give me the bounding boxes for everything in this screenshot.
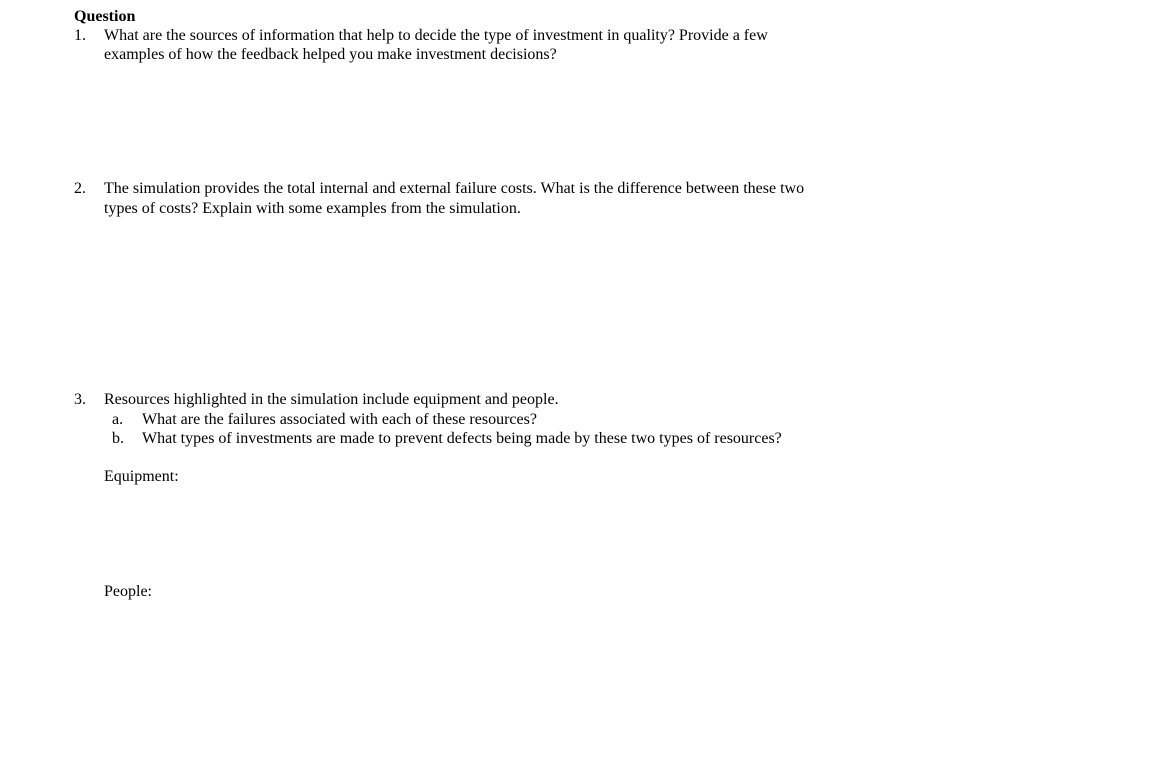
question-text-line: examples of how the feedback helped you make investment decisions? bbox=[104, 46, 557, 63]
subitem-text: What types of investments are made to prevent defects being made by these two types of resources? bbox=[142, 430, 782, 447]
question-number: 3. bbox=[74, 391, 86, 408]
subitem-letter: a. bbox=[112, 411, 124, 428]
people-label: People: bbox=[104, 583, 152, 600]
question-heading: Question bbox=[74, 8, 136, 25]
question-number: 1. bbox=[74, 27, 86, 44]
question-text-line: The simulation provides the total internal and external failure costs. What is the difference between these two bbox=[104, 180, 805, 197]
subitem-text: What are the failures associated with each of these resources? bbox=[142, 411, 537, 428]
subitem-letter: b. bbox=[112, 430, 124, 447]
question-text-line: types of costs? Explain with some examples from the simulation. bbox=[104, 200, 521, 217]
equipment-label: Equipment: bbox=[104, 468, 179, 485]
question-text-line: What are the sources of information that help to decide the type of investment in quality? Provide a few bbox=[104, 27, 768, 44]
question-number: 2. bbox=[74, 180, 86, 197]
question-text-line: Resources highlighted in the simulation include equipment and people. bbox=[104, 391, 559, 408]
